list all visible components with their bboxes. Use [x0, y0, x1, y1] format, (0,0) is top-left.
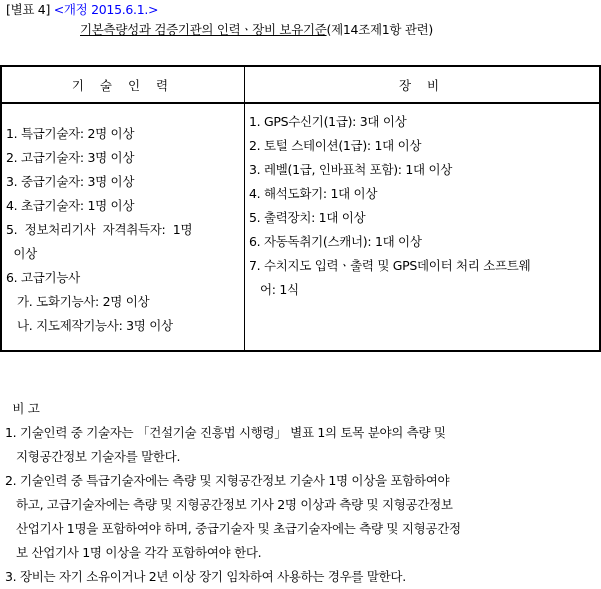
equipment-item: 1. GPS수신기(1급): 3대 이상: [249, 114, 407, 129]
title-reference: (제14조제1항 관련): [326, 22, 433, 37]
personnel-item: 6. 고급기능사: [6, 270, 80, 285]
personnel-item: 나. 지도제작기능사: 3명 이상: [6, 318, 173, 333]
equipment-item: 3. 레벨(1급, 인바표척 포함): 1대 이상: [249, 162, 453, 177]
remark-line: 산업기사 1명을 포함하여야 하며, 중급기술자 및 초급기술자에는 측량 및 지형공간정: [5, 521, 461, 536]
table-number: [별표 4]: [6, 2, 51, 17]
personnel-item: 1. 특급기술자: 2명 이상: [6, 126, 135, 141]
equipment-item: 2. 토털 스테이션(1급): 1대 이상: [249, 138, 422, 153]
remark-line: 3. 장비는 자기 소유이거나 2년 이상 장기 임차하여 사용하는 경우를 말한다.: [5, 569, 406, 584]
personnel-item: 가. 도화기능사: 2명 이상: [6, 294, 150, 309]
header-equipment: 장 비: [245, 66, 601, 103]
equipment-cell: [245, 103, 601, 351]
equipment-item: 4. 해석도화기: 1대 이상: [249, 186, 378, 201]
personnel-item: 이상: [6, 246, 37, 261]
remark-line: 2. 기술인력 중 특급기술자에는 측량 및 지형공간정보 기술사 1명 이상을 포함하여야: [5, 473, 450, 488]
document-title: [80, 20, 433, 38]
title-main: 기본측량성과 검증기관의 인력ㆍ장비 보유기준: [80, 22, 327, 37]
personnel-item: 4. 초급기술자: 1명 이상: [6, 198, 135, 213]
personnel-item: 2. 고급기술자: 3명 이상: [6, 150, 135, 165]
equipment-item: 5. 출력장치: 1대 이상: [249, 210, 366, 225]
header-personnel: 기 술 인 력: [1, 66, 245, 103]
remark-line: 지형공간정보 기술자를 말한다.: [5, 449, 181, 464]
appendix-label: [6, 0, 158, 18]
personnel-item: 3. 중급기술자: 3명 이상: [6, 174, 135, 189]
remarks-section: [5, 397, 461, 589]
remarks-heading: 비 고: [5, 401, 40, 416]
remark-line: 보 산업기사 1명 이상을 각각 포함하여야 한다.: [5, 545, 262, 560]
revision-date: <개정 2015.6.1.>: [53, 2, 159, 17]
equipment-item: 6. 자동독취기(스캐너): 1대 이상: [249, 234, 422, 249]
remark-line: 하고, 고급기술자에는 측량 및 지형공간정보 기사 2명 이상과 측량 및 지형공간정보: [5, 497, 453, 512]
personnel-cell: [1, 103, 245, 351]
requirements-table: [0, 65, 601, 352]
equipment-item: 어: 1식: [249, 282, 299, 297]
personnel-item: 5. 정보처리기사 자격취득자: 1명: [6, 222, 193, 237]
equipment-item: 7. 수치지도 입력ㆍ출력 및 GPS데이터 처리 소프트웨: [249, 258, 531, 273]
remark-line: 1. 기술인력 중 기술자는 「건설기술 진흥법 시행령」 별표 1의 토목 분야의 측량 및: [5, 425, 446, 440]
